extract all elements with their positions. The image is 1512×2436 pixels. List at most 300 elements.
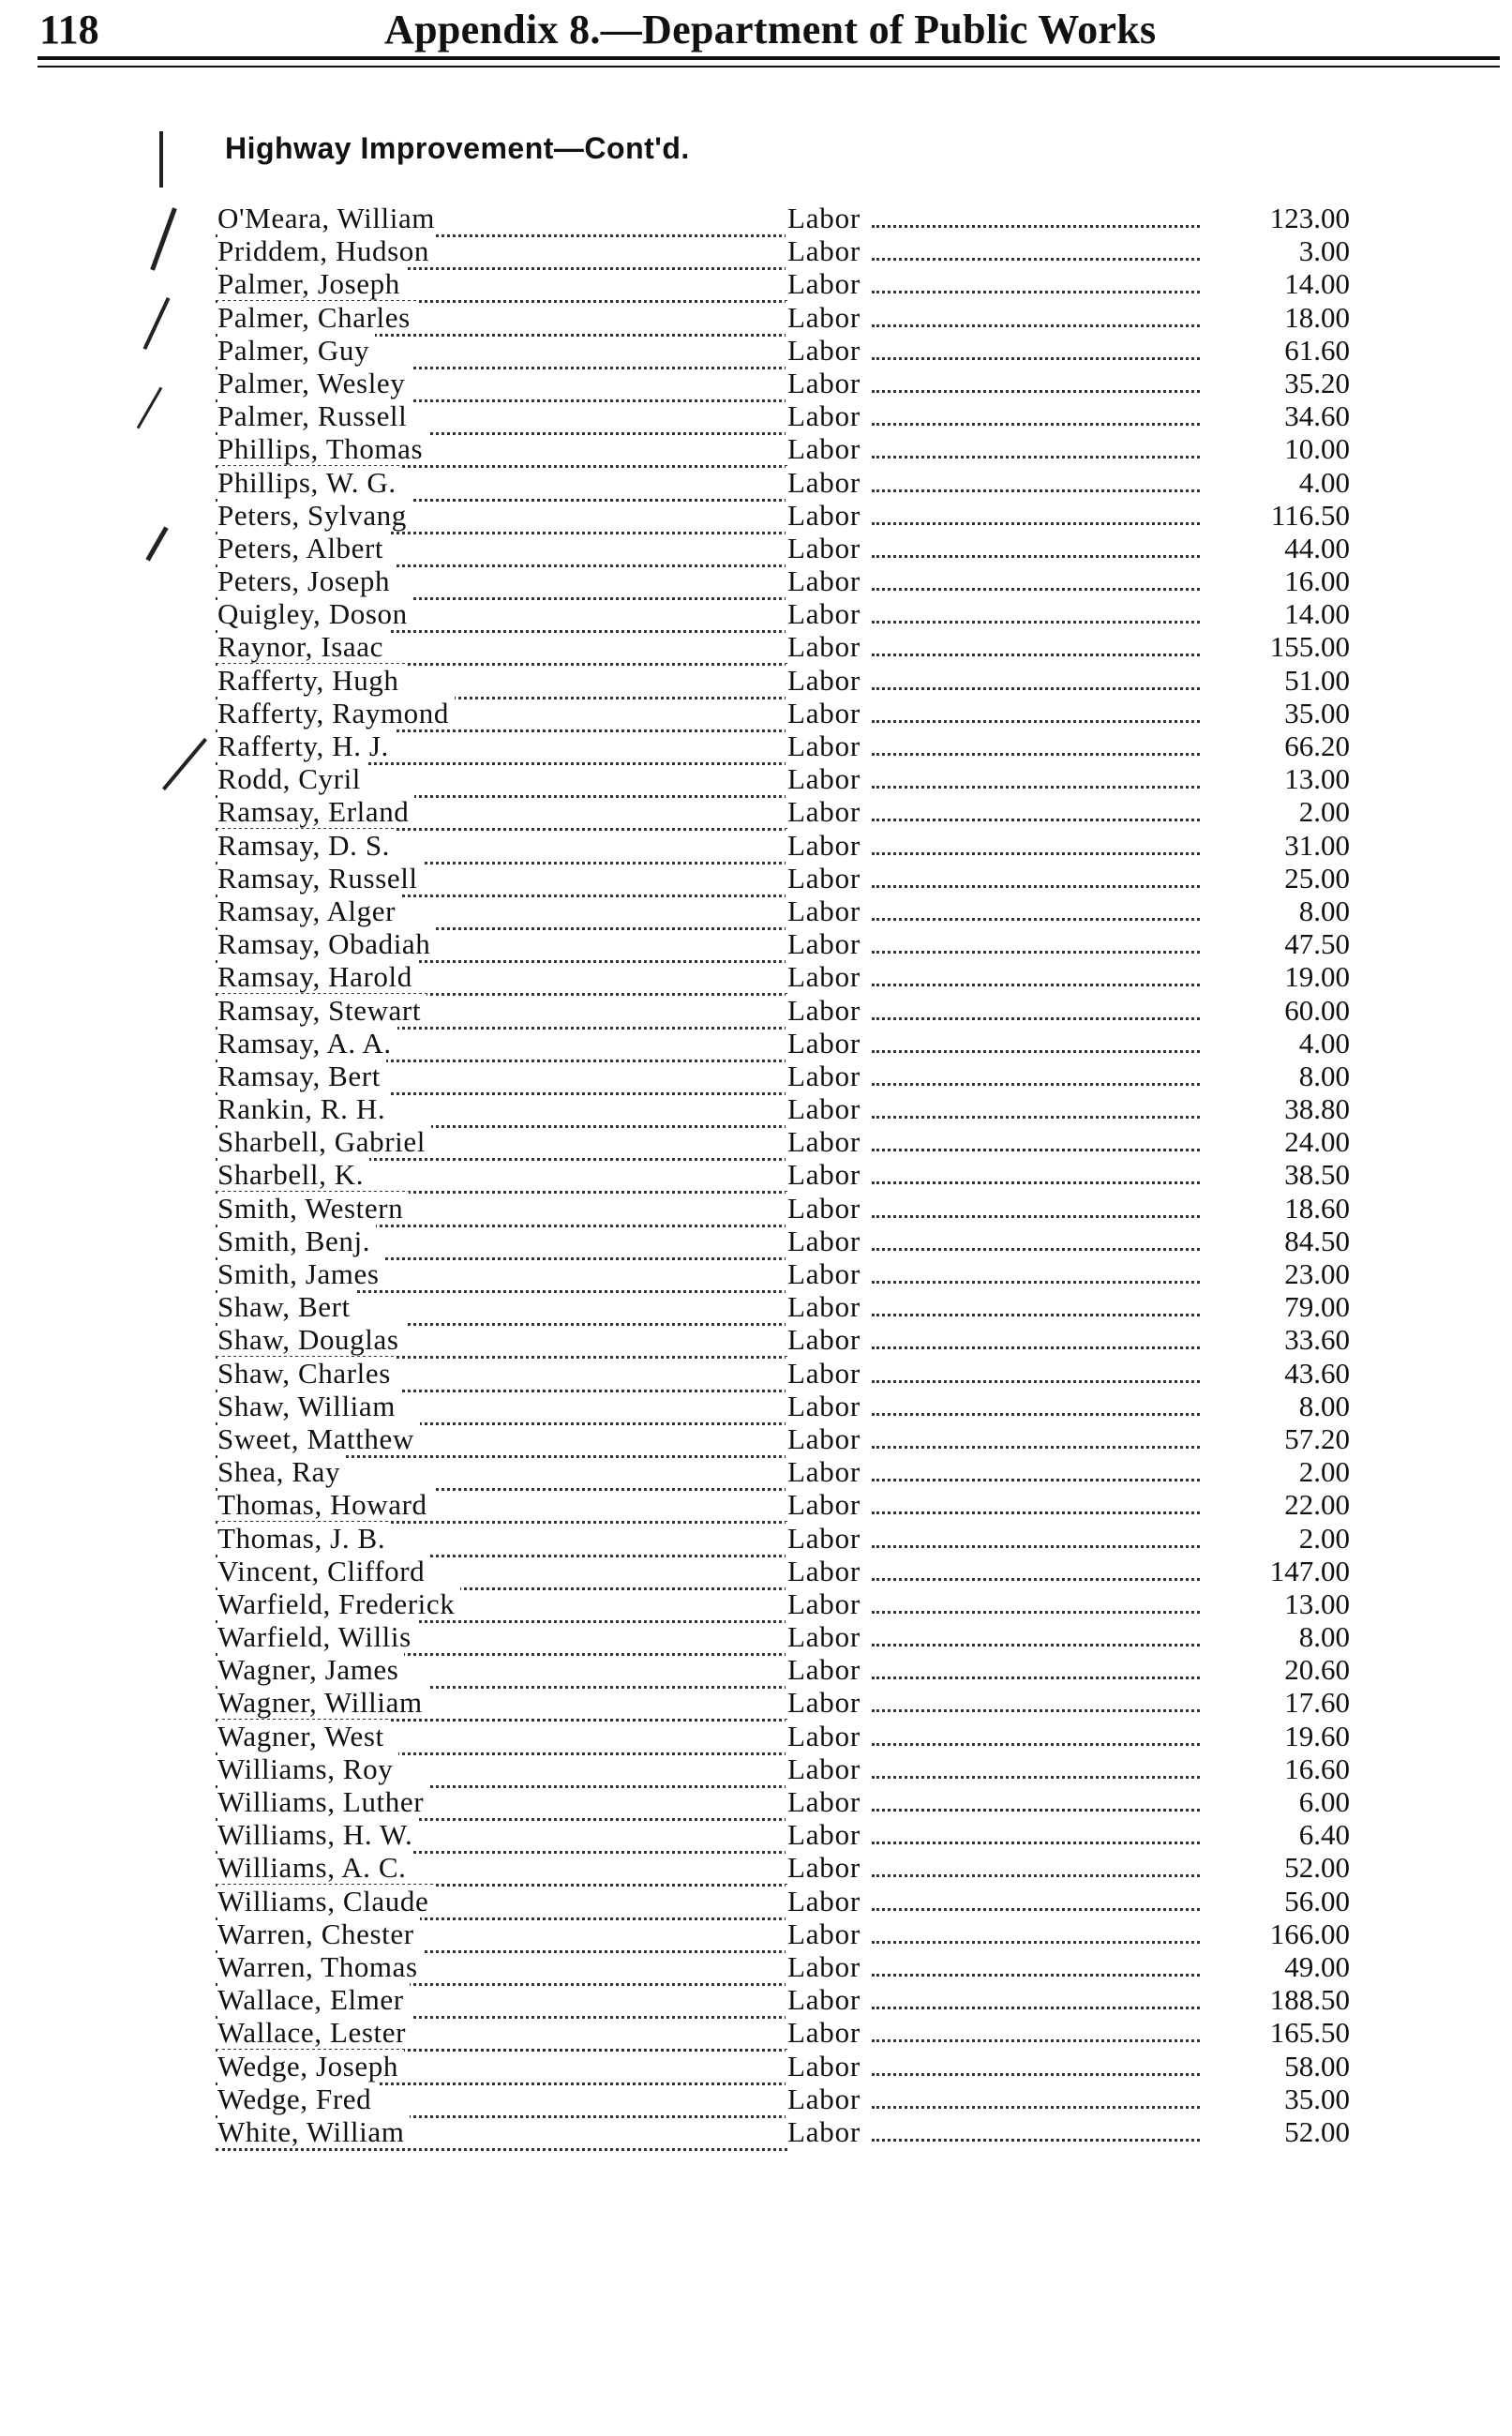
list-item bbox=[0, 301, 1512, 334]
job-type: Labor bbox=[786, 994, 866, 1027]
employee-name: Wedge, Fred bbox=[217, 2083, 377, 2115]
amount: 116.50 bbox=[1270, 498, 1350, 532]
employee-name: Wagner, James bbox=[217, 1653, 404, 1686]
employee-name: Wallace, Elmer bbox=[217, 1983, 410, 2016]
list-item bbox=[0, 1752, 1512, 1785]
dot-leader bbox=[872, 1422, 1200, 1449]
list-item bbox=[0, 2016, 1512, 2049]
employee-name: Warfield, Frederick bbox=[217, 1587, 460, 1620]
dot-leader bbox=[872, 1225, 1200, 1251]
employee-name: Ramsay, D. S. bbox=[217, 829, 396, 862]
employee-name: Warren, Chester bbox=[217, 1917, 420, 1950]
amount: 8.00 bbox=[1298, 894, 1350, 927]
dot-leader bbox=[872, 1587, 1200, 1614]
employee-name: Rafferty, Raymond bbox=[217, 697, 455, 729]
list-item bbox=[0, 1225, 1512, 1257]
employee-name: Thomas, Howard bbox=[217, 1488, 433, 1521]
dot-leader bbox=[872, 1357, 1200, 1383]
list-item bbox=[0, 1885, 1512, 1917]
list-item bbox=[0, 432, 1512, 465]
amount: 147.00 bbox=[1269, 1554, 1350, 1587]
job-type: Labor bbox=[786, 697, 866, 729]
dot-leader bbox=[872, 1522, 1200, 1548]
amount: 6.40 bbox=[1298, 1818, 1350, 1852]
job-type: Labor bbox=[786, 532, 866, 564]
job-type: Labor bbox=[786, 1555, 866, 1587]
amount: 52.00 bbox=[1284, 2114, 1350, 2148]
dot-leader bbox=[872, 1257, 1200, 1284]
employee-name: Peters, Albert bbox=[217, 532, 389, 564]
dot-leader bbox=[872, 697, 1200, 723]
employee-name: Phillips, Thomas bbox=[217, 432, 428, 465]
job-type: Labor bbox=[786, 630, 866, 663]
employee-name: Shaw, William bbox=[217, 1390, 401, 1422]
employee-name: Rankin, R. H. bbox=[217, 1092, 391, 1125]
job-type: Labor bbox=[786, 1818, 866, 1851]
amount: 155.00 bbox=[1269, 630, 1350, 664]
list-item bbox=[0, 664, 1512, 697]
employee-name: Peters, Sylvang bbox=[217, 499, 412, 532]
dot-leader bbox=[872, 399, 1200, 426]
amount: 22.00 bbox=[1284, 1488, 1350, 1522]
job-type: Labor bbox=[786, 597, 866, 630]
dot-leader bbox=[872, 202, 1200, 228]
job-type: Labor bbox=[786, 301, 866, 334]
job-type: Labor bbox=[786, 829, 866, 862]
dot-leader bbox=[872, 367, 1200, 393]
employee-name: Warfield, Willis bbox=[217, 1620, 417, 1653]
employee-name: Peters, Joseph bbox=[217, 564, 396, 597]
dot-leader bbox=[872, 1192, 1200, 1218]
list-item bbox=[0, 729, 1512, 762]
job-type: Labor bbox=[786, 795, 866, 828]
employee-name: Rafferty, Hugh bbox=[217, 664, 405, 697]
amount: 19.00 bbox=[1284, 960, 1350, 994]
employee-name: Sharbell, K. bbox=[217, 1158, 369, 1191]
list-item bbox=[0, 1720, 1512, 1752]
list-item bbox=[0, 1323, 1512, 1356]
job-type: Labor bbox=[786, 367, 866, 399]
job-type: Labor bbox=[786, 927, 866, 960]
list-item bbox=[0, 399, 1512, 432]
job-type: Labor bbox=[786, 1092, 866, 1125]
amount: 23.00 bbox=[1284, 1257, 1350, 1290]
list-item bbox=[0, 202, 1512, 234]
employee-name: Shaw, Charles bbox=[217, 1357, 397, 1390]
list-item bbox=[0, 1158, 1512, 1191]
dot-leader bbox=[872, 1983, 1200, 2009]
dot-leader bbox=[872, 762, 1200, 789]
dot-leader bbox=[872, 1620, 1200, 1647]
job-type: Labor bbox=[786, 1357, 866, 1390]
amount: 43.60 bbox=[1284, 1356, 1350, 1390]
job-type: Labor bbox=[786, 1720, 866, 1752]
amount: 10.00 bbox=[1284, 432, 1350, 466]
job-type: Labor bbox=[786, 1620, 866, 1653]
job-type: Labor bbox=[786, 1390, 866, 1422]
amount: 52.00 bbox=[1284, 1851, 1350, 1885]
dot-leader bbox=[872, 1917, 1200, 1944]
employee-name: Wagner, William bbox=[217, 1686, 428, 1719]
amount: 3.00 bbox=[1298, 234, 1350, 268]
job-type: Labor bbox=[786, 1522, 866, 1555]
job-type: Labor bbox=[786, 399, 866, 432]
list-item bbox=[0, 2050, 1512, 2083]
amount: 24.00 bbox=[1284, 1125, 1350, 1159]
header-rule-thin bbox=[37, 66, 1500, 68]
job-type: Labor bbox=[786, 1950, 866, 1983]
amount: 16.00 bbox=[1284, 564, 1350, 598]
amount: 25.00 bbox=[1284, 861, 1350, 895]
employee-name: Warren, Thomas bbox=[217, 1950, 424, 1983]
dot-leader bbox=[872, 895, 1200, 921]
list-item bbox=[0, 960, 1512, 993]
dot-leader bbox=[872, 2016, 1200, 2042]
dot-leader bbox=[872, 1290, 1200, 1316]
list-item bbox=[0, 1092, 1512, 1125]
job-type: Labor bbox=[786, 1422, 866, 1455]
margin-mark bbox=[159, 131, 163, 188]
dot-leader bbox=[872, 1390, 1200, 1416]
dot-leader bbox=[872, 1818, 1200, 1844]
job-type: Labor bbox=[786, 2083, 866, 2115]
amount: 66.20 bbox=[1284, 729, 1350, 762]
dot-leader bbox=[872, 1885, 1200, 1911]
employee-name: Sharbell, Gabriel bbox=[217, 1125, 431, 1158]
amount: 34.60 bbox=[1284, 399, 1350, 433]
employee-name: Shaw, Douglas bbox=[217, 1323, 405, 1356]
job-type: Labor bbox=[786, 664, 866, 697]
amount: 57.20 bbox=[1284, 1421, 1350, 1455]
list-item bbox=[0, 1125, 1512, 1158]
dot-leader bbox=[872, 2050, 1200, 2076]
employee-name: Ramsay, Erland bbox=[217, 795, 414, 828]
employee-name: Smith, James bbox=[217, 1257, 385, 1290]
job-type: Labor bbox=[786, 1455, 866, 1488]
list-item bbox=[0, 1917, 1512, 1950]
dot-leader bbox=[872, 301, 1200, 327]
dot-leader bbox=[872, 1686, 1200, 1712]
list-item bbox=[0, 697, 1512, 729]
amount: 61.60 bbox=[1284, 333, 1350, 367]
amount: 38.80 bbox=[1284, 1092, 1350, 1126]
amount: 44.00 bbox=[1284, 531, 1350, 564]
job-type: Labor bbox=[786, 2115, 866, 2148]
header-rule bbox=[37, 56, 1500, 60]
amount: 51.00 bbox=[1284, 663, 1350, 697]
job-type: Labor bbox=[786, 1752, 866, 1785]
amount: 19.60 bbox=[1284, 1719, 1350, 1752]
list-item bbox=[0, 1357, 1512, 1390]
dot-leader bbox=[872, 466, 1200, 492]
employee-name: Smith, Benj. bbox=[217, 1225, 376, 1257]
dot-leader bbox=[872, 1950, 1200, 1977]
job-type: Labor bbox=[786, 432, 866, 465]
amount: 58.00 bbox=[1284, 2049, 1350, 2083]
dot-leader bbox=[872, 1125, 1200, 1151]
employee-name: Williams, A. C. bbox=[217, 1851, 412, 1884]
page-header bbox=[0, 0, 1512, 66]
employee-name: Raynor, Isaac bbox=[217, 630, 389, 663]
list-item bbox=[0, 367, 1512, 399]
employee-name: Palmer, Wesley bbox=[217, 367, 411, 399]
employee-name: Quigley, Doson bbox=[217, 597, 413, 630]
amount: 35.00 bbox=[1284, 2082, 1350, 2115]
amount: 60.00 bbox=[1284, 993, 1350, 1027]
list-item bbox=[0, 267, 1512, 300]
amount: 18.60 bbox=[1284, 1191, 1350, 1225]
amount: 38.50 bbox=[1284, 1158, 1350, 1192]
list-item bbox=[0, 2083, 1512, 2115]
list-item bbox=[0, 1587, 1512, 1620]
list-item bbox=[0, 1983, 1512, 2016]
employee-name: O'Meara, William bbox=[217, 202, 441, 234]
list-item bbox=[0, 1851, 1512, 1884]
amount: 20.60 bbox=[1284, 1653, 1350, 1687]
employee-name: Ramsay, A. A. bbox=[217, 1027, 397, 1060]
dot-leader bbox=[872, 1653, 1200, 1679]
employee-name: Williams, Luther bbox=[217, 1785, 429, 1818]
amount: 35.00 bbox=[1284, 696, 1350, 729]
job-type: Labor bbox=[786, 1125, 866, 1158]
dot-leader bbox=[872, 532, 1200, 558]
dot-leader bbox=[872, 1323, 1200, 1349]
employee-name: Williams, H. W. bbox=[217, 1818, 418, 1851]
job-type: Labor bbox=[786, 1257, 866, 1290]
list-item bbox=[0, 1785, 1512, 1818]
job-type: Labor bbox=[786, 1587, 866, 1620]
job-type: Labor bbox=[786, 1290, 866, 1323]
running-head: Appendix 8.—Department of Public Works bbox=[384, 7, 1157, 53]
dot-leader bbox=[872, 2115, 1200, 2142]
list-item bbox=[0, 1257, 1512, 1290]
job-type: Labor bbox=[786, 267, 866, 300]
dot-leader bbox=[872, 960, 1200, 986]
employee-name: Thomas, J. B. bbox=[217, 1522, 391, 1555]
dot-leader bbox=[872, 1060, 1200, 1086]
list-item bbox=[0, 1488, 1512, 1521]
amount: 166.00 bbox=[1269, 1917, 1350, 1950]
job-type: Labor bbox=[786, 729, 866, 762]
list-item bbox=[0, 1686, 1512, 1719]
list-item bbox=[0, 499, 1512, 532]
amount: 2.00 bbox=[1298, 795, 1350, 829]
job-type: Labor bbox=[786, 2050, 866, 2083]
employee-name: Palmer, Guy bbox=[217, 334, 375, 367]
job-type: Labor bbox=[786, 1323, 866, 1356]
dot-leader bbox=[872, 1455, 1200, 1481]
list-item bbox=[0, 762, 1512, 795]
list-item bbox=[0, 234, 1512, 267]
employee-name: White, William bbox=[217, 2115, 410, 2148]
job-type: Labor bbox=[786, 895, 866, 927]
section-title: Highway Improvement—Cont'd. bbox=[225, 131, 690, 165]
dot-leader bbox=[872, 795, 1200, 821]
dot-leader bbox=[872, 1785, 1200, 1812]
list-item bbox=[0, 1950, 1512, 1983]
employee-name: Ramsay, Alger bbox=[217, 895, 401, 927]
list-item bbox=[0, 1555, 1512, 1587]
job-type: Labor bbox=[786, 1885, 866, 1917]
amount: 79.00 bbox=[1284, 1290, 1350, 1324]
dot-leader bbox=[872, 829, 1200, 855]
dot-leader bbox=[872, 664, 1200, 690]
amount: 2.00 bbox=[1298, 1521, 1350, 1555]
dot-leader bbox=[872, 729, 1200, 756]
job-type: Labor bbox=[786, 1686, 866, 1719]
job-type: Labor bbox=[786, 564, 866, 597]
list-item bbox=[0, 1522, 1512, 1555]
amount: 2.00 bbox=[1298, 1455, 1350, 1489]
job-type: Labor bbox=[786, 862, 866, 895]
job-type: Labor bbox=[786, 1917, 866, 1950]
dot-leader bbox=[872, 2083, 1200, 2109]
dot-leader bbox=[872, 994, 1200, 1020]
list-item bbox=[0, 2115, 1512, 2148]
page-number: 118 bbox=[39, 7, 99, 53]
amount: 8.00 bbox=[1298, 1059, 1350, 1092]
employee-name: Williams, Claude bbox=[217, 1885, 434, 1917]
dot-leader bbox=[872, 334, 1200, 360]
list-item bbox=[0, 1653, 1512, 1686]
amount: 13.00 bbox=[1284, 1586, 1350, 1620]
amount: 165.50 bbox=[1269, 2016, 1350, 2050]
job-type: Labor bbox=[786, 1060, 866, 1092]
list-item bbox=[0, 466, 1512, 499]
list-item bbox=[0, 1192, 1512, 1225]
amount: 123.00 bbox=[1269, 202, 1350, 234]
amount: 16.60 bbox=[1284, 1752, 1350, 1785]
employee-name: Shea, Ray bbox=[217, 1455, 346, 1488]
employee-name: Wagner, West bbox=[217, 1720, 390, 1752]
employee-name: Wallace, Lester bbox=[217, 2016, 412, 2049]
dot-leader bbox=[872, 1752, 1200, 1779]
dot-leader bbox=[872, 1027, 1200, 1053]
dot-leader bbox=[872, 1158, 1200, 1184]
employee-name: Ramsay, Stewart bbox=[217, 994, 427, 1027]
employee-name: Shaw, Bert bbox=[217, 1290, 356, 1323]
job-type: Labor bbox=[786, 1851, 866, 1884]
amount: 4.00 bbox=[1298, 1026, 1350, 1060]
list-item bbox=[0, 1027, 1512, 1060]
employee-name: Palmer, Joseph bbox=[217, 267, 406, 300]
job-type: Labor bbox=[786, 466, 866, 499]
list-item bbox=[0, 532, 1512, 564]
list-item bbox=[0, 1455, 1512, 1488]
employee-name: Phillips, W. G. bbox=[217, 466, 402, 499]
amount: 56.00 bbox=[1284, 1884, 1350, 1917]
amount: 47.50 bbox=[1284, 927, 1350, 961]
amount: 8.00 bbox=[1298, 1620, 1350, 1654]
job-type: Labor bbox=[786, 1225, 866, 1257]
list-item bbox=[0, 1818, 1512, 1851]
dot-leader bbox=[872, 1488, 1200, 1514]
employee-name: Sweet, Matthew bbox=[217, 1422, 420, 1455]
job-type: Labor bbox=[786, 334, 866, 367]
employee-name: Smith, Western bbox=[217, 1192, 409, 1225]
amount: 13.00 bbox=[1284, 762, 1350, 796]
job-type: Labor bbox=[786, 1785, 866, 1818]
dot-leader bbox=[872, 630, 1200, 656]
dot-leader bbox=[872, 1555, 1200, 1581]
amount: 188.50 bbox=[1269, 1983, 1350, 2017]
amount: 31.00 bbox=[1284, 828, 1350, 862]
employee-name: Ramsay, Bert bbox=[217, 1060, 386, 1092]
list-item bbox=[0, 1422, 1512, 1455]
job-type: Labor bbox=[786, 2016, 866, 2049]
job-type: Labor bbox=[786, 1488, 866, 1521]
dot-leader bbox=[872, 267, 1200, 293]
list-item bbox=[0, 862, 1512, 895]
job-type: Labor bbox=[786, 1158, 866, 1191]
job-type: Labor bbox=[786, 1192, 866, 1225]
dot-leader bbox=[872, 1851, 1200, 1877]
employee-name: Ramsay, Obadiah bbox=[217, 927, 436, 960]
dot-leader bbox=[872, 927, 1200, 954]
job-type: Labor bbox=[786, 202, 866, 234]
dot-leader bbox=[872, 1092, 1200, 1119]
amount: 49.00 bbox=[1284, 1949, 1350, 1983]
employee-name: Ramsay, Harold bbox=[217, 960, 418, 993]
amount: 33.60 bbox=[1284, 1323, 1350, 1357]
job-type: Labor bbox=[786, 499, 866, 532]
employee-name: Rodd, Cyril bbox=[217, 762, 367, 795]
dot-leader bbox=[872, 564, 1200, 591]
job-type: Labor bbox=[786, 1027, 866, 1060]
employee-name: Priddem, Hudson bbox=[217, 234, 435, 267]
employee-name: Ramsay, Russell bbox=[217, 862, 424, 895]
dot-leader bbox=[872, 597, 1200, 624]
employee-name: Vincent, Clifford bbox=[217, 1555, 430, 1587]
list-item bbox=[0, 1060, 1512, 1092]
list-item bbox=[0, 564, 1512, 597]
job-type: Labor bbox=[786, 234, 866, 267]
list-item bbox=[0, 334, 1512, 367]
amount: 6.00 bbox=[1298, 1785, 1350, 1818]
list-item bbox=[0, 994, 1512, 1027]
employee-name: Wedge, Joseph bbox=[217, 2050, 404, 2083]
dot-leader bbox=[872, 862, 1200, 888]
list-item bbox=[0, 795, 1512, 828]
dot-leader bbox=[872, 234, 1200, 261]
list-item bbox=[0, 630, 1512, 663]
list-item bbox=[0, 597, 1512, 630]
amount: 18.00 bbox=[1284, 300, 1350, 334]
dot-leader bbox=[872, 1720, 1200, 1746]
amount: 35.20 bbox=[1284, 366, 1350, 399]
employee-name: Palmer, Russell bbox=[217, 399, 412, 432]
list-item bbox=[0, 927, 1512, 960]
amount: 8.00 bbox=[1298, 1389, 1350, 1422]
list-item bbox=[0, 829, 1512, 862]
job-type: Labor bbox=[786, 1653, 866, 1686]
payroll-list bbox=[0, 202, 1512, 2148]
job-type: Labor bbox=[786, 762, 866, 795]
amount: 14.00 bbox=[1284, 597, 1350, 631]
list-item bbox=[0, 1620, 1512, 1653]
amount: 14.00 bbox=[1284, 267, 1350, 301]
employee-name: Rafferty, H. J. bbox=[217, 729, 395, 762]
list-item bbox=[0, 1390, 1512, 1422]
dot-leader bbox=[872, 432, 1200, 459]
amount: 17.60 bbox=[1284, 1686, 1350, 1720]
list-item bbox=[0, 1290, 1512, 1323]
dot-leader bbox=[872, 499, 1200, 525]
employee-name: Palmer, Charles bbox=[217, 301, 416, 334]
amount: 4.00 bbox=[1298, 465, 1350, 499]
job-type: Labor bbox=[786, 960, 866, 993]
employee-name: Williams, Roy bbox=[217, 1752, 398, 1785]
